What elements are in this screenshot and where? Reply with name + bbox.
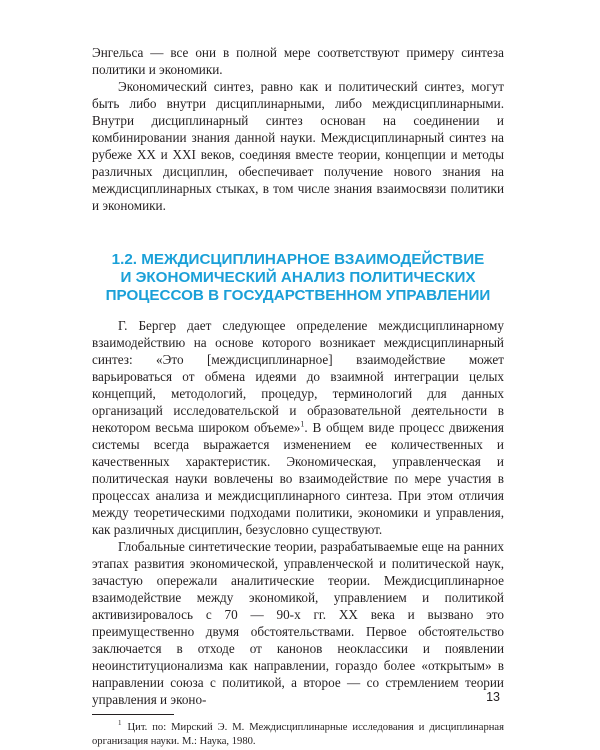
footnote-marker: 1 <box>118 719 122 728</box>
paragraph-continuation: Энгельса — все они в полной мере соответствуют примеру синтеза политики и экономики. <box>92 45 504 77</box>
paragraph-global-theories: Глобальные синтетические теории, разрабатываемые еще на ранних этапах развития экономической, управленческой и политической наук, зачастую опережали аналитические теории. Междисциплинарное взаимодействие между экономикой, управлением и политикой активизировалось с 70 — 90-х гг. XX века и вызвано это преимущественно двумя обстоятельствами. Первое обстоятельство заключается в отходе от канонов неоклассики и появлении неоинституционализма как направлении, гораздо более «открытым» в направлении союза с политикой, а второе — со стремлением теории управления и эконо- <box>92 539 504 707</box>
footnote-text: Цит. по: Мирский Э. М. Междисциплинарные исследования и дисциплинарная организация науки. М.: Наука, 1980. <box>92 722 504 747</box>
footnote-divider <box>92 714 174 715</box>
paragraph-berger-text-2: . В общем виде процесс движения системы всегда выражается изменением ее количественных и качественных характеристик. Экономическая, управленческая и политическая науки вовлечены во взаимодействие по мере участия в процессах анализа и междисциплинарного синтеза. При этом отличия между теоретическими подходами политики, экономики и управления, как различных дисциплин, безусловно существуют. <box>92 420 504 537</box>
paragraph-economic-synthesis: Экономический синтез, равно как и политический синтез, могут быть либо внутри дисциплинарными, либо междисциплинарными. Внутри дисциплинарный синтез основан на соединении и комбинировании знания данной науки. Междисциплинарный синтез на рубеже XX и XXI веков, соединяя вместе теории, концепции и методы различных дисциплин, обеспечивает получение нового знания на междисциплинарных стыках, в том числе знания взаимосвязи политики и экономики. <box>92 79 504 213</box>
section-heading-line-3: ПРОЦЕССОВ В ГОСУДАРСТВЕННОМ УПРАВЛЕНИИ <box>105 287 491 304</box>
section-heading-line-1: 1.2. МЕЖДИСЦИПЛИНАРНОЕ ВЗАИМОДЕЙСТВИЕ <box>111 251 485 268</box>
section-heading-line-2: И ЭКОНОМИЧЕСКИЙ АНАЛИЗ ПОЛИТИЧЕСКИХ <box>120 269 476 286</box>
paragraph-berger-definition <box>92 317 504 538</box>
section-heading <box>92 251 504 305</box>
page-number: 13 <box>486 690 500 704</box>
footnote-reference[interactable]: 1 <box>300 419 305 429</box>
paragraph-berger-text-1: Г. Бергер дает следующее определение междисциплинарному взаимодействию на основе которого возникает междисциплинарный синтез: «Это [междисциплинарное] взаимодействие может варьироваться от обмена идеями до взаимной интеграции целых концепций, методологий, процедур, терминологий для данных организаций исследовательской и образовательной деятельности в некотором весьма широком объеме» <box>92 318 504 435</box>
page-content <box>92 44 504 749</box>
footnote <box>92 721 504 749</box>
